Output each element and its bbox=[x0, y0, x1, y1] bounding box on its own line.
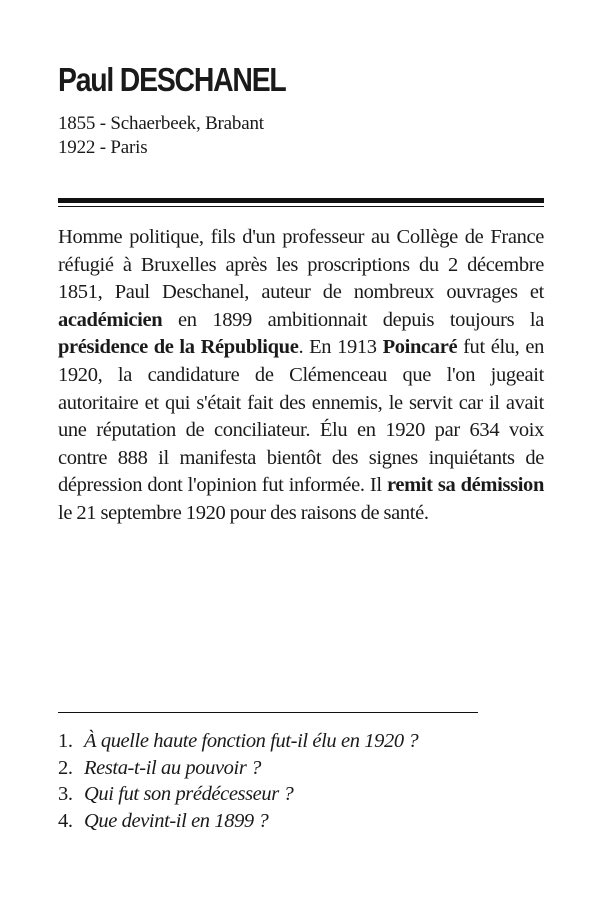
question-text: Que devint-il en 1899 ? bbox=[84, 809, 269, 832]
question-number: 3. bbox=[58, 783, 73, 805]
biography-card bbox=[58, 60, 545, 832]
bio-part-4: fut élu, en 1920, la candidature de Clémenceau que l'on jugeait autoritaire et qui s'était fait des ennemis, le servit car il avait une réputation de conciliateur. Élu en 1920 par 634 voix contre 888 il manifesta bientôt des signes inquiétants de dépression dont l'opinion fut informée. Il bbox=[58, 336, 544, 497]
bio-part-2: en 1899 ambitionnait depuis toujours la bbox=[162, 308, 544, 331]
question-text: Resta-t-il au pouvoir ? bbox=[84, 756, 261, 779]
person-name: Paul DESCHANEL bbox=[58, 61, 286, 98]
bio-part-3: . En 1913 bbox=[298, 336, 383, 359]
question-number: 2. bbox=[58, 756, 73, 779]
bio-bold-poincare: Poincaré bbox=[382, 336, 458, 359]
birth-line: 1855 - Schaerbeek, Brabant bbox=[58, 113, 264, 134]
question-number: 1. bbox=[58, 730, 73, 752]
question-item bbox=[58, 755, 528, 782]
question-text: Qui fut son prédécesseur ? bbox=[84, 783, 294, 805]
header-divider bbox=[58, 198, 544, 207]
bio-part-1: Homme politique, fils d'un professeur au Collège de France réfugié à Bruxelles après les proscriptions du 2 décembre 1851, Paul Deschanel, auteur de nombreux ouvrages et bbox=[58, 226, 544, 304]
death-line: 1922 - Paris bbox=[58, 137, 148, 158]
bio-part-5: le 21 septembre 1920 pour des raisons de santé. bbox=[58, 501, 429, 524]
question-item bbox=[58, 781, 528, 808]
divider-thick bbox=[58, 198, 544, 203]
biography-text bbox=[58, 224, 544, 528]
bio-bold-presidence: présidence de la République bbox=[58, 336, 299, 359]
bio-bold-demission: remit sa démission bbox=[386, 474, 545, 497]
life-dates bbox=[58, 112, 544, 160]
questions-list bbox=[58, 728, 528, 834]
question-text: À quelle haute fonction fut-il élu en 1920 ? bbox=[84, 730, 419, 752]
questions-divider bbox=[58, 712, 478, 713]
bio-bold-academicien: académicien bbox=[58, 308, 163, 331]
question-number: 4. bbox=[58, 809, 73, 832]
question-item bbox=[58, 808, 528, 835]
question-item bbox=[58, 728, 528, 755]
divider-thin bbox=[58, 206, 544, 207]
